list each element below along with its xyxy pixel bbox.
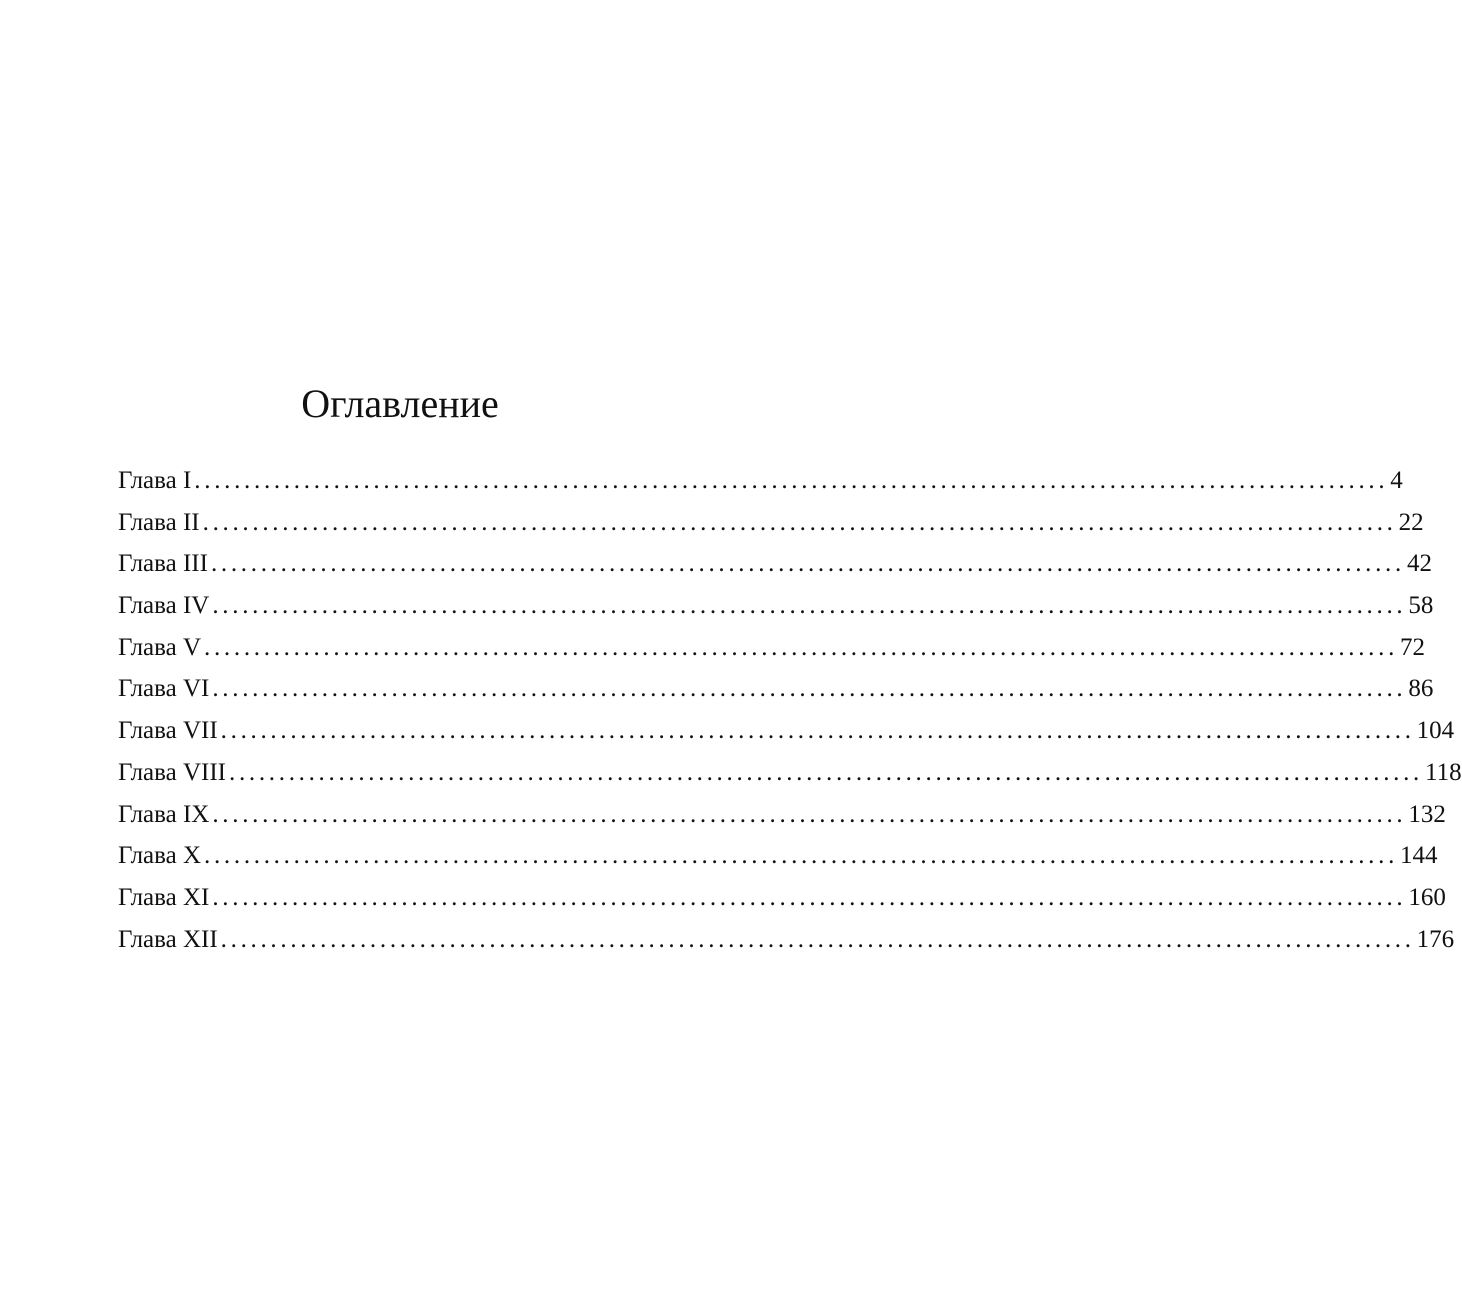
- toc-entry: [118, 585, 1434, 627]
- toc-entry-label: Глава IV: [118, 592, 210, 620]
- toc-entry-label: Глава VI: [118, 675, 210, 703]
- toc-leader-dots: ........................................................................................................................: [220, 925, 1415, 953]
- toc-leader-dots: ........................................................................................................................: [194, 467, 1389, 494]
- toc-entry-label: Глава XI: [118, 883, 210, 911]
- toc-entry: [118, 919, 1455, 961]
- toc-leader-dots: ........................................................................................................................: [202, 508, 1397, 536]
- toc-entry-label: Глава IX: [118, 800, 210, 828]
- toc-entry: [118, 543, 1432, 585]
- toc-entry: [118, 668, 1434, 710]
- toc-entry: [118, 460, 1403, 502]
- toc-entry-page: 86: [1408, 675, 1434, 703]
- toc-leader-dots: ........................................................................................................................: [212, 592, 1407, 620]
- toc-entry-label: Глава II: [118, 508, 200, 536]
- page-title: Оглавление: [301, 381, 499, 426]
- toc-entry-label: Глава I: [118, 467, 192, 494]
- toc-leader-dots: ........................................................................................................................: [212, 675, 1407, 703]
- toc-entry: [118, 877, 1446, 919]
- toc-entry-page: 42: [1406, 550, 1432, 578]
- toc-entry-page: 160: [1408, 883, 1446, 911]
- toc-entry: [118, 710, 1455, 752]
- table-of-contents: [118, 460, 1462, 960]
- toc-entry: [118, 502, 1424, 544]
- toc-entry: [118, 627, 1426, 669]
- toc-entry-label: Глава VII: [118, 717, 218, 745]
- toc-entry-page: 132: [1408, 800, 1446, 828]
- toc-entry-label: Глава XII: [118, 925, 218, 953]
- toc-leader-dots: ........................................................................................................................: [212, 800, 1407, 828]
- toc-entry-page: 118: [1425, 758, 1462, 786]
- toc-entry: [118, 794, 1446, 836]
- toc-entry-page: 144: [1400, 842, 1438, 870]
- toc-entry-label: Глава X: [118, 842, 202, 870]
- toc-entry-page: 104: [1416, 717, 1455, 745]
- toc-entry: [118, 835, 1438, 877]
- toc-leader-dots: ........................................................................................................................: [229, 758, 1423, 786]
- toc-leader-dots: ........................................................................................................................: [204, 842, 1399, 870]
- toc-entry-page: 22: [1398, 508, 1424, 536]
- toc-entry-page: 4: [1390, 467, 1403, 494]
- toc-leader-dots: ........................................................................................................................: [212, 883, 1407, 911]
- toc-entry-label: Глава III: [118, 550, 208, 578]
- toc-entry-page: 176: [1416, 925, 1455, 953]
- toc-leader-dots: ........................................................................................................................: [210, 550, 1405, 578]
- toc-entry-page: 58: [1408, 592, 1434, 620]
- toc-entry-label: Глава V: [118, 633, 202, 661]
- toc-entry-page: 72: [1400, 633, 1426, 661]
- toc-leader-dots: ........................................................................................................................: [220, 717, 1415, 745]
- toc-leader-dots: ........................................................................................................................: [204, 633, 1399, 661]
- toc-entry: [118, 752, 1462, 794]
- toc-entry-label: Глава VIII: [118, 758, 226, 786]
